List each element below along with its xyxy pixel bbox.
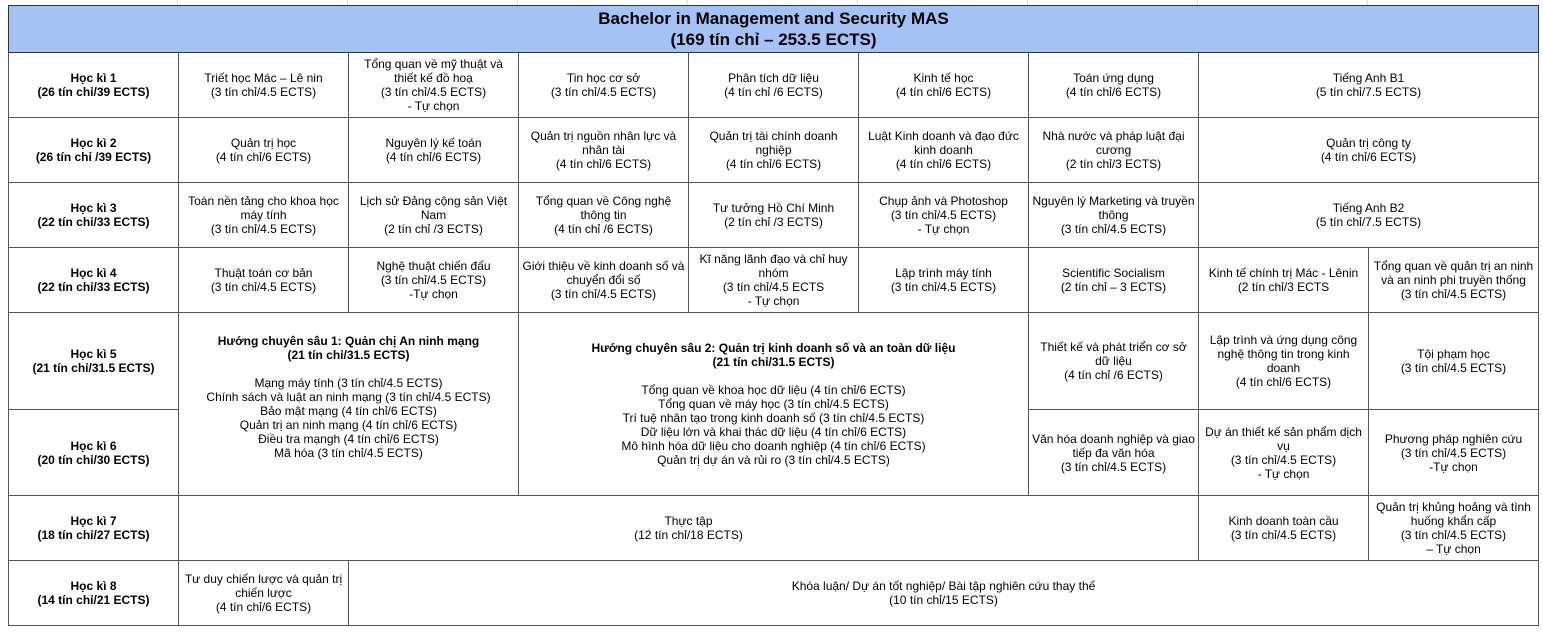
course-cell: Thiết kế và phát triển cơ sở dữ liệu (4 tín chỉ /6 ECTS) — [1029, 313, 1199, 410]
course-cell: Tư tưởng Hồ Chí Minh (2 tín chỉ /3 ECTS) — [689, 183, 859, 248]
course-cell: Thuật toán cơ bản (3 tín chỉ/4.5 ECTS) — [179, 248, 349, 313]
course-cell: Kinh tế chính trị Mác - Lênin (2 tín chỉ/3 ECTS — [1199, 248, 1369, 313]
course-cell: Tổng quan về quản trị an ninh và an ninh phi truyền thống (3 tín chỉ/4.5 ECTS) — [1369, 248, 1539, 313]
semester-7-cell — [9, 496, 179, 561]
semester-name: Học kì 7 — [70, 514, 117, 528]
track-course: Quản trị an ninh mạng (4 tín chỉ/6 ECTS) — [239, 418, 458, 432]
semester-name: Học kì 3 — [70, 201, 117, 215]
track-course: Tổng quan về khoa học dữ liệu (4 tín chỉ/6 ECTS) — [641, 383, 906, 397]
semester-6-cell — [9, 410, 179, 496]
course-cell: Dự án thiết kế sản phẩm dịch vụ (3 tín chỉ/4.5 ECTS) - Tự chọn — [1199, 410, 1369, 496]
track-course: Quản trị dự án và rủi ro (3 tín chỉ/4.5 ECTS) — [657, 453, 890, 467]
track-course: Mã hóa (3 tín chỉ/4.5 ECTS) — [274, 446, 423, 460]
track-course: Bảo mật mạng (4 tín chỉ/6 ECTS) — [260, 404, 437, 418]
semester-name: Học kì 1 — [70, 71, 117, 85]
course-cell: Lịch sử Đảng cộng sản Việt Nam (2 tín chỉ /3 ECTS) — [349, 183, 519, 248]
course-cell: Quản trị tài chính doanh nghiệp (4 tín chỉ/6 ECTS) — [689, 118, 859, 183]
course-cell: Kinh doanh toàn cầu (3 tín chỉ/4.5 ECTS) — [1199, 496, 1369, 561]
semester-credits: (26 tín chỉ/39 ECTS) — [37, 85, 150, 99]
track-heading: Hướng chuyên sâu 1: Quản chị An ninh mạng (21 tín chỉ/31.5 ECTS) — [217, 334, 480, 362]
semester-name: Học kì 4 — [70, 266, 117, 280]
course-cell: Scientific Socialism (2 tín chỉ – 3 ECTS) — [1029, 248, 1199, 313]
track-course: Dữ liệu lớn và khai thác dữ liệu (4 tín chỉ/6 ECTS) — [640, 425, 907, 439]
course-cell: Tiếng Anh B2 (5 tín chỉ/7.5 ECTS) — [1199, 183, 1539, 248]
semester-name: Học kì 6 — [70, 438, 117, 453]
course-cell: Giới thiệu về kinh doanh số và chuyển đổi số (3 tín chỉ/4.5 ECTS) — [519, 248, 689, 313]
track-2-cell — [519, 313, 1029, 496]
track-heading: Hướng chuyên sâu 2: Quản trị kinh doanh số và an toàn dữ liệu (21 tín chỉ/31.5 ECTS) — [591, 341, 956, 369]
semester-credits: (14 tín chỉ/21 ECTS) — [37, 593, 150, 607]
course-cell: Quản trị khủng hoảng và tình huống khẩn cấp (3 tín chỉ/4.5 ECTS) – Tự chọn — [1369, 496, 1539, 561]
course-cell: Tư duy chiến lược và quản trị chiến lược (4 tín chỉ/6 ECTS) — [179, 561, 349, 626]
track-course: Chính sách và luật an ninh mạng (3 tín chỉ/4.5 ECTS) — [206, 390, 491, 404]
course-cell: Lập trình máy tính (3 tín chỉ/4.5 ECTS) — [859, 248, 1029, 313]
course-cell: Quản trị học (4 tín chỉ/6 ECTS) — [179, 118, 349, 183]
track-course: Tổng quan về máy học (3 tín chỉ/4.5 ECTS) — [658, 397, 889, 411]
program-title — [9, 6, 1539, 53]
semester-credits: (18 tín chỉ/27 ECTS) — [37, 528, 150, 542]
track-1-cell — [179, 313, 519, 496]
course-cell: Phân tích dữ liệu (4 tín chỉ /6 ECTS) — [689, 53, 859, 118]
course-cell: Tổng quan về Công nghệ thông tin (4 tín chỉ /6 ECTS) — [519, 183, 689, 248]
course-cell: Nguyên lý Marketing và truyền thông (3 tín chỉ/4.5 ECTS) — [1029, 183, 1199, 248]
semester-5-cell — [9, 313, 179, 410]
course-cell: Nhà nước và pháp luật đại cương (2 tín chỉ/3 ECTS) — [1029, 118, 1199, 183]
course-cell: Toán nền tảng cho khoa học máy tính (3 tín chỉ/4.5 ECTS) — [179, 183, 349, 248]
course-cell: Tội phạm học (3 tín chỉ/4.5 ECTS) — [1369, 313, 1539, 410]
semester-credits: (20 tín chỉ/30 ECTS) — [37, 452, 150, 467]
semester-name: Học kì 8 — [70, 579, 117, 593]
semester-credits: (26 tín chỉ /39 ECTS) — [35, 150, 152, 164]
semester-credits: (22 tín chỉ/33 ECTS) — [37, 280, 150, 294]
course-cell-internship: Thực tập (12 tín chỉ/18 ECTS) — [179, 496, 1199, 561]
course-cell: Triết học Mác – Lê nin (3 tín chỉ/4.5 ECTS) — [179, 53, 349, 118]
course-cell: Văn hóa doanh nghiệp và giao tiếp đa văn hóa (3 tín chỉ/4.5 ECTS) — [1029, 410, 1199, 496]
course-cell: Quản trị nguồn nhân lực và nhân tài (4 tín chỉ/6 ECTS) — [519, 118, 689, 183]
track-course: Mô hình hóa dữ liệu cho doanh nghiệp (4 tín chỉ/6 ECTS) — [621, 439, 926, 453]
program-title-name: Bachelor in Management and Security MAS — [598, 9, 949, 28]
semester-name: Học kì 2 — [70, 136, 117, 150]
course-cell: Nghệ thuật chiến đấu (3 tín chỉ/4.5 ECTS) -Tự chọn — [349, 248, 519, 313]
course-cell: Phương pháp nghiên cứu (3 tín chỉ/4.5 ECTS) -Tự chọn — [1369, 410, 1539, 496]
semester-3-cell — [9, 183, 179, 248]
course-cell: Tin học cơ sở (3 tín chỉ/4.5 ECTS) — [519, 53, 689, 118]
course-cell: Kinh tế học (4 tín chỉ/6 ECTS) — [859, 53, 1029, 118]
curriculum-table — [8, 5, 1539, 626]
semester-name: Học kì 5 — [70, 347, 117, 361]
program-title-credits: (169 tín chỉ – 253.5 ECTS) — [670, 30, 877, 49]
track-course: Mạng máy tính (3 tín chỉ/4.5 ECTS) — [254, 376, 443, 390]
track-course: Điều tra mạngh (4 tín chỉ/6 ECTS) — [258, 432, 439, 446]
course-cell: Tiếng Anh B1 (5 tín chỉ/7.5 ECTS) — [1199, 53, 1539, 118]
course-cell: Nguyên lý kế toán (4 tín chỉ/6 ECTS) — [349, 118, 519, 183]
semester-credits: (21 tín chỉ/31.5 ECTS) — [32, 361, 155, 375]
course-cell-thesis: Khóa luận/ Dự án tốt nghiệp/ Bài tập nghiên cứu thay thế (10 tín chỉ/15 ECTS) — [349, 561, 1539, 626]
semester-credits: (22 tín chỉ/33 ECTS) — [37, 215, 150, 229]
course-cell: Toán ứng dụng (4 tín chỉ/6 ECTS) — [1029, 53, 1199, 118]
semester-8-cell — [9, 561, 179, 626]
semester-1-cell — [9, 53, 179, 118]
track-course: Trí tuệ nhân tạo trong kinh doanh số (3 tín chỉ/4.5 ECTS) — [622, 411, 925, 425]
course-cell: Lập trình và ứng dụng công nghệ thông tin trong kinh doanh (4 tín chỉ/6 ECTS) — [1199, 313, 1369, 410]
course-cell: Quản trị công ty (4 tín chỉ/6 ECTS) — [1199, 118, 1539, 183]
course-cell: Luật Kinh doanh và đạo đức kinh doanh (4 tín chỉ/6 ECTS) — [859, 118, 1029, 183]
course-cell: Chụp ảnh và Photoshop (3 tín chỉ/4.5 ECTS) - Tự chọn — [859, 183, 1029, 248]
course-cell: Kĩ năng lãnh đạo và chỉ huy nhóm (3 tín chỉ/4.5 ECTS - Tự chọn — [689, 248, 859, 313]
semester-4-cell — [9, 248, 179, 313]
course-cell: Tổng quan về mỹ thuật và thiết kế đồ hoạ (3 tín chỉ/4.5 ECTS) - Tự chọn — [349, 53, 519, 118]
semester-2-cell — [9, 118, 179, 183]
